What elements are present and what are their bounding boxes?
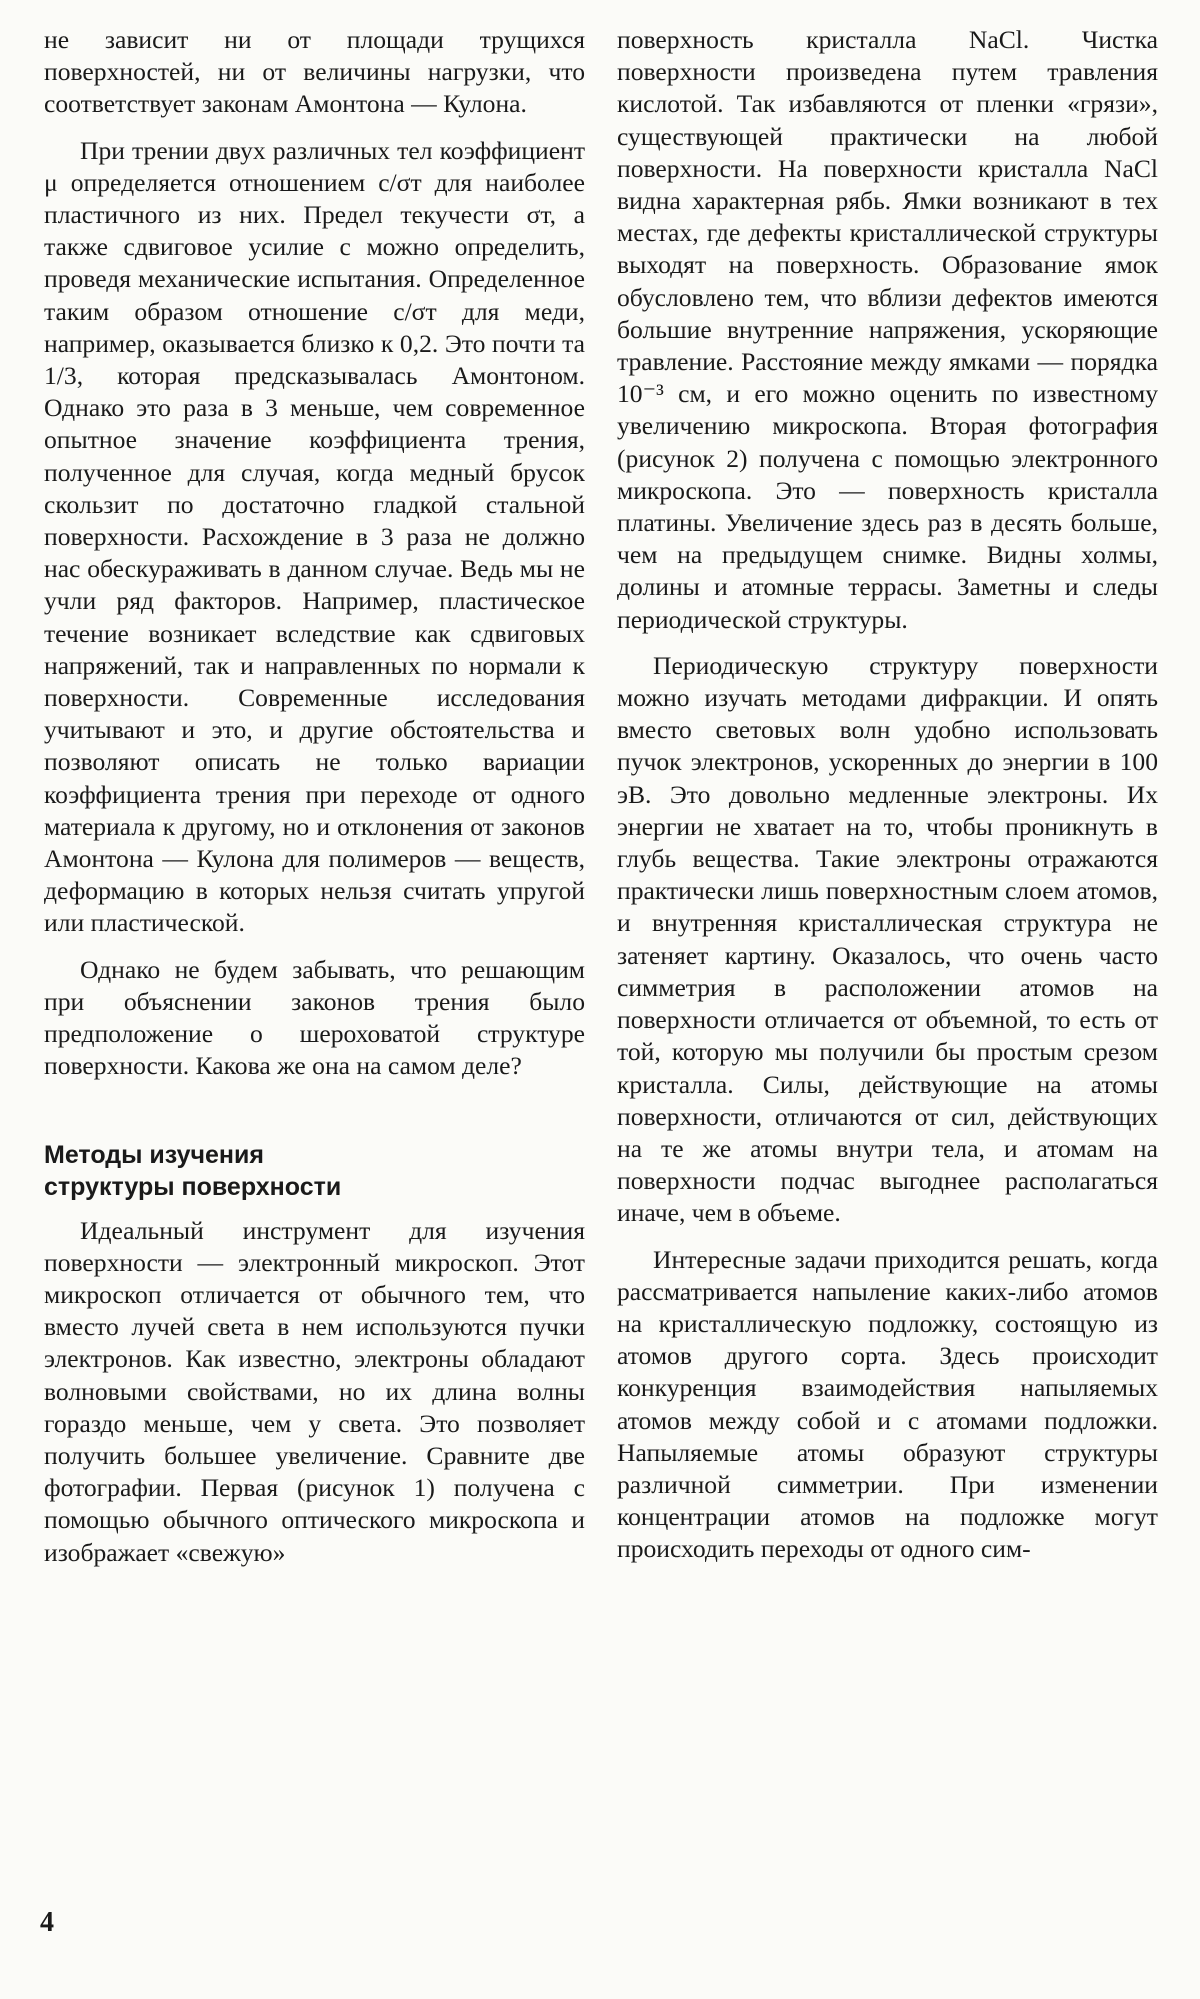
paragraph: не зависит ни от площади трущихся поверхностей, ни от величины нагрузки, что соответствует законам Амонтона — Кулона.	[44, 25, 585, 119]
paragraph: Периодическую структуру поверхности можно изучать методами дифракции. И опять вместо световых волн удобно использовать пучок электронов, ускоренных до энергии в 100 эВ. Это довольно медленные электроны. Их энергии не хватает на то, чтобы проникнуть в глубь вещества. Такие электроны отражаются практически лишь поверхностным слоем атомов, и внутренняя кристаллическая структура не затеняет картину. Оказалось, что очень часто симметрия в расположении атомов на поверхности отличается от объемной, то есть от той, которую мы получили бы простым срезом кристалла. Силы, действующие на атомы поверхности, отличаются от сил, действующих на те же атомы внутри тела, и атомам на поверхности подчас выгоднее располагаться иначе, чем в объеме.	[617, 650, 1158, 1228]
left-column	[44, 24, 585, 1583]
section-heading-line: Методы изучения	[44, 1140, 264, 1169]
paragraph: При трении двух различных тел коэффициент μ определяется отношением c/σт для наиболее пластичного из них. Предел текучести σт, а также сдвиговое усилие c можно определить, проведя механические испытания. Определенное таким образом отношение c/σт для меди, например, оказывается близко к 0,2. Это почти та 1/3, которая предсказывалась Амонтоном. Однако это раза в 3 меньше, чем современное опытное значение коэффициента трения, полученное для случая, когда медный брусок скользит по достаточно гладкой стальной поверхности. Расхождение в 3 раза не должно нас обескураживать в данном случае. Ведь мы не учли ряд факторов. Например, пластическое течение возникает вследствие как сдвиговых напряжений, так и направленных по нормали к поверхности. Современные исследования учитывают и это, и другие обстоятельства и позволяют описать не только вариации коэффициента трения при переходе от одного материала к другому, но и отклонения от законов Амонтона — Кулона для полимеров — веществ, деформацию в которых нельзя считать упругой или пластической.	[44, 135, 585, 938]
paragraph: Идеальный инструмент для изучения поверхности — электронный микроскоп. Этот микроскоп отличается от обычного тем, что вместо лучей света в нем используются пучки электронов. Как известно, электроны обладают волновыми свойствами, но их длина волны гораздо меньше, чем у света. Это позволяет получить большее увеличение. Сравните две фотографии. Первая (рисунок 1) получена с помощью обычного оптического микроскопа и изображает «свежую»	[44, 1215, 585, 1567]
paragraph: Интересные задачи приходится решать, когда рассматривается напыление каких-либо атомов на кристаллическую подложку, состоящую из атомов другого сорта. Здесь происходит конкуренция взаимодействия напыляемых атомов между собой и с атомами подложки. Напыляемые атомы образуют структуры различной симметрии. При изменении концентрации атомов на подложке могут происходить переходы от одного сим-	[617, 1244, 1158, 1564]
paragraph: Однако не будем забывать, что решающим при объяснении законов трения было предположение о шероховатой структуре поверхности. Какова же она на самом деле?	[44, 954, 585, 1081]
page-number: 4	[40, 1907, 54, 1938]
section-heading-line: структуры поверхности	[44, 1172, 342, 1201]
right-column	[617, 24, 1158, 1580]
section-heading	[44, 1139, 585, 1203]
paragraph: поверхность кристалла NaCl. Чистка поверхности произведена путем травления кислотой. Так избавляются от пленки «грязи», существующей практически на любой поверхности. На поверхности кристалла NaCl видна характерная рябь. Ямки возникают в тех местах, где дефекты кристаллической структуры выходят на поверхность. Образование ямок обусловлено тем, что вблизи дефектов имеются большие внутренние напряжения, ускоряющие травление. Расстояние между ямками — порядка 10⁻³ см, и его можно оценить по известному увеличению микроскопа. Вторая фотография (рисунок 2) получена с помощью электронного микроскопа. Это — поверхность кристалла платины. Увеличение здесь раз в десять больше, чем на предыдущем снимке. Видны холмы, долины и атомные террасы. Заметны и следы периодической структуры.	[617, 25, 1158, 634]
